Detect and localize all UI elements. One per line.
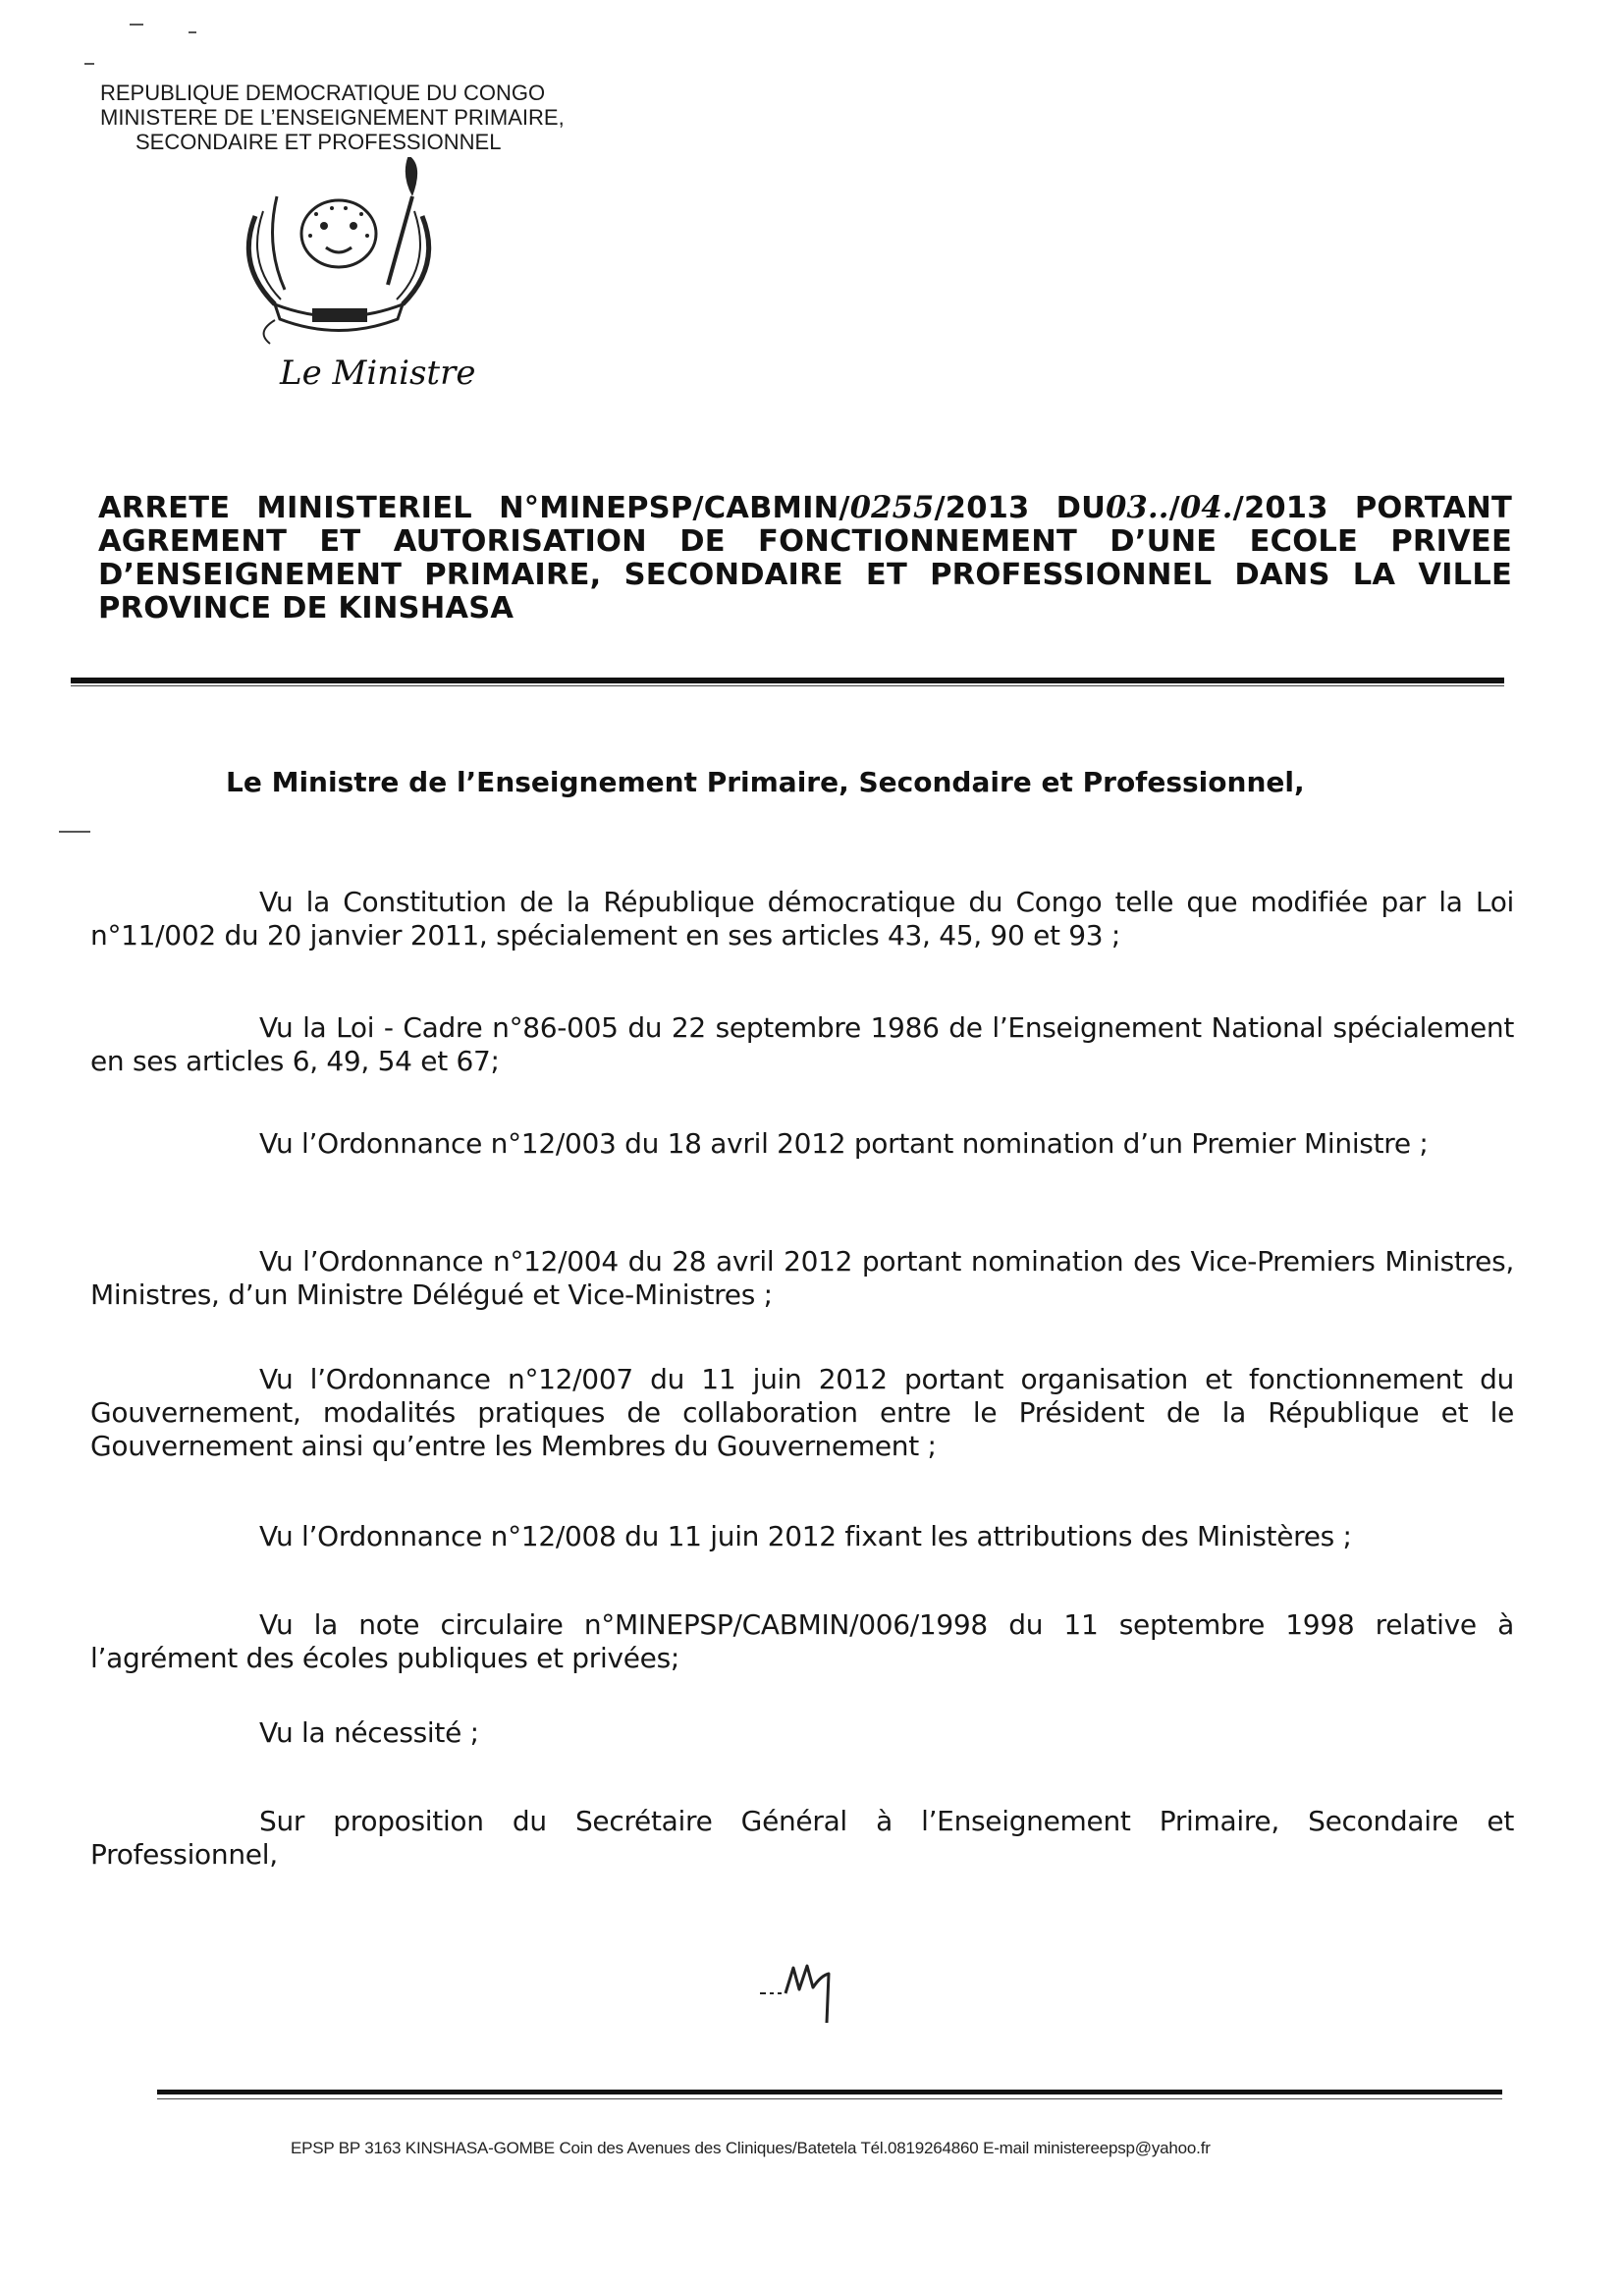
scan-speck (59, 831, 90, 833)
ministre-signature-label: Le Ministre (280, 353, 476, 393)
visa-paragraph: Vu la note circulaire n°MINEPSP/CABMIN/006/1998 du 11 septembre 1998 relative à l’agrément des écoles publiques et privées; (90, 1608, 1514, 1674)
scan-speck (189, 31, 196, 33)
visa-paragraph: Vu la Loi - Cadre n°86-005 du 22 septembre 1986 de l’Enseignement National spécialement en ses articles 6, 49, 54 et 67; (90, 1011, 1514, 1077)
handwritten-month: 04. (1179, 490, 1233, 525)
footer-divider (157, 2090, 1502, 2094)
visa-paragraph: Vu l’Ordonnance n°12/007 du 11 juin 2012 portant organisation et fonctionnement du Gouvernement, modalités pratiques de collaboration entre le Président de la République et le Gouvernement ainsi qu’entre les Membres du Gouvernement ; (90, 1363, 1514, 1462)
header-ministry: MINISTERE DE L’ENSEIGNEMENT PRIMAIRE, (100, 105, 565, 130)
handwritten-day: 03.. (1106, 490, 1169, 525)
title-part2: /2013 DU (934, 491, 1107, 525)
scan-speck (130, 24, 143, 26)
visa-paragraph: Vu l’Ordonnance n°12/004 du 28 avril 2012 portant nomination des Vice-Premiers Ministres, Ministres, d’un Ministre Délégué et Vice-Ministres ; (90, 1245, 1514, 1311)
title-part1: ARRETE MINISTERIEL N°MINEPSP/CABMIN/ (98, 491, 850, 525)
title-divider-thin (71, 685, 1504, 686)
visa-paragraph: Vu la nécessité ; (259, 1716, 479, 1749)
handwritten-initials-icon (758, 1954, 846, 2033)
handwritten-decree-number: 0255 (849, 490, 935, 525)
header-ministry-cont: SECONDAIRE ET PROFESSIONNEL (135, 130, 502, 154)
footer-divider-thin (157, 2098, 1502, 2099)
visa-paragraph: Vu la Constitution de la République démocratique du Congo telle que modifiée par la Loi n°11/002 du 20 janvier 2011, spécialement en ses articles 43, 45, 90 et 93 ; (90, 886, 1514, 952)
decree-title (98, 491, 1512, 625)
title-part4: /2013 PORTANT AGREMENT ET AUTORISATION DE FONCTIONNEMENT D’UNE ECOLE PRIVEE D’ENSEIGNEMENT PRIMAIRE, SECONDAIRE ET PROFESSIONNEL DANS LA VILLE PROVINCE DE KINSHASA (98, 491, 1512, 625)
visa-paragraph: Vu l’Ordonnance n°12/003 du 18 avril 2012 portant nomination d’un Premier Ministre ; (259, 1127, 1429, 1160)
header-country: REPUBLIQUE DEMOCRATIQUE DU CONGO (100, 81, 546, 105)
proposition-paragraph: Sur proposition du Secrétaire Général à l’Enseignement Primaire, Secondaire et Professionnel, (90, 1805, 1514, 1871)
visa-paragraph: Vu l’Ordonnance n°12/008 du 11 juin 2012 fixant les attributions des Ministères ; (259, 1520, 1352, 1552)
document-header (100, 81, 689, 154)
coat-of-arms-icon (216, 157, 461, 353)
scan-speck (84, 63, 94, 65)
title-part3: / (1168, 491, 1180, 525)
footer-contact: EPSP BP 3163 KINSHASA-GOMBE Coin des Avenues des Cliniques/Batetela Tél.0819264860 E-mail ministereepsp@yahoo.fr (291, 2139, 1211, 2157)
title-divider (71, 678, 1504, 683)
ministre-heading: Le Ministre de l’Enseignement Primaire, Secondaire et Professionnel, (226, 766, 1305, 798)
